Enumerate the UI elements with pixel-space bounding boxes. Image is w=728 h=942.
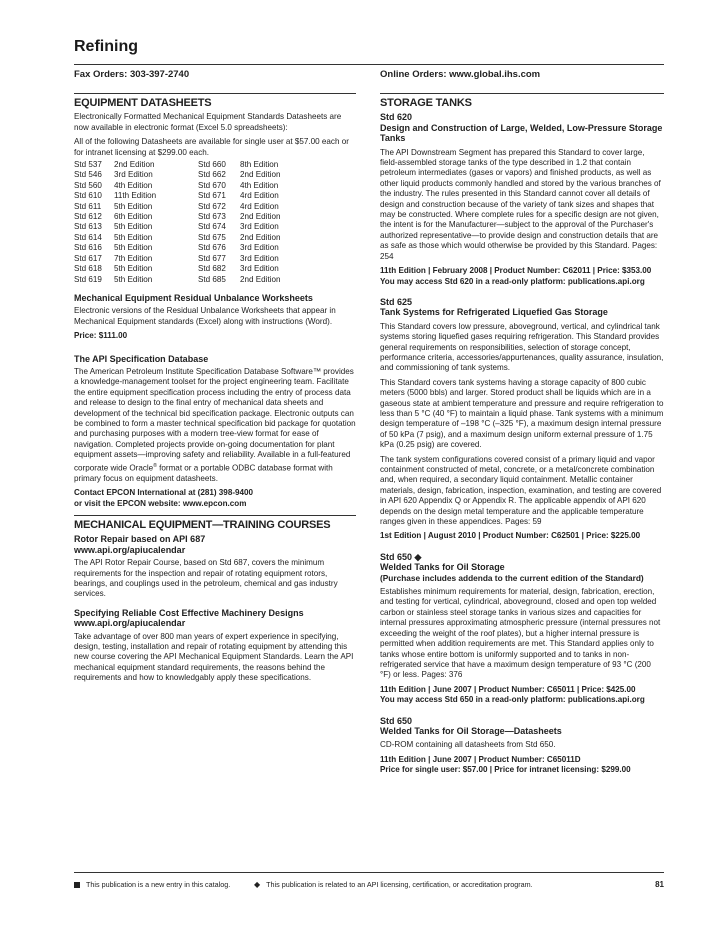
std620-number: Std 620 xyxy=(380,112,413,123)
std625-p2: This Standard covers tank systems having a storage capacity of 800 cubic meters (5000 bbls) and larger. Stored product shall be liquids which are in a gaseous state at ambient temperature and pressure and require refrigeration to less than 5 °C (40 °F) to maintain a liquid phase. Tank systems with a minimum design temperature of –198 °C (–325 °F), a maximum design internal pressure of 50 kPa (7 psig), and a maximum design uniform external pressure of 1.75 kPa (0.25 psig) are covered. xyxy=(380,377,664,450)
edition-cell: Std 677 xyxy=(198,253,226,263)
std650-body: Establishes minimum requirements for material, design, fabrication, erection, and testing for vertical, cylindrical, aboveground, closed and open top welded carbon or stainless steel storage tanks in various sizes and capacities for internal pressures approximating atmospheric pressure (internal pressures not exceeding the weight of the roof plates), but a higher internal pressure is permitted when addition requirements are met. This Standard applies only to tanks whose entire bottom is uniformly supported and to tanks in non-refrigerated service that have a maximum design temperature of 93 °C (200 °F) or less. Pages: 376 xyxy=(380,587,661,680)
page-number: 81 xyxy=(655,880,664,889)
edition-cell: 2nd Edition xyxy=(240,232,281,242)
std650-access: You may access Std 650 in a read-only platform: publications.api.org xyxy=(380,695,645,705)
edition-cell: Std 610 xyxy=(74,191,102,201)
edition-cell: 3rd Edition xyxy=(240,264,279,274)
footer-new-entry: This publication is a new entry in this catalog. xyxy=(74,880,230,889)
edition-cell: Std 675 xyxy=(198,232,226,242)
edition-row xyxy=(74,275,320,285)
edition-cell: 3rd Edition xyxy=(114,170,153,180)
edition-cell: 2nd Edition xyxy=(240,170,281,180)
std650d-meta: 11th Edition | June 2007 | Product Number: C65011D xyxy=(380,754,581,764)
page-title: Refining xyxy=(74,38,138,55)
std650d-body: CD-ROM containing all datasheets from Std 650. xyxy=(380,740,556,750)
page-footer xyxy=(74,880,664,894)
edition-cell: Std 612 xyxy=(74,212,102,222)
rotor-repair-title: Rotor Repair based on API 687 xyxy=(74,534,206,545)
edition-row xyxy=(74,254,320,264)
right-column xyxy=(380,93,664,776)
edition-cell: 11th Edition xyxy=(114,191,157,201)
spec-database-body: The American Petroleum Institute Specification Database Software™ provides a knowledge-management toolset for the project engineering team. Facilitate the entire equipment specification process including the entry of process data and release to design to the final entry of mechanical data sheets and development of the technical bid specification package. Electronic outputs can be combined to form a master technical specification bid package for quotation and purchasing purposes with a modern tree-view format for ease of navigation. Completed projects provide on-going documentation for plant equipment assets—improving safety and reliability. Available in a full-featured corporate wide Oracle® format or a portable ODBC database format with primary focus on equipment datasheets. xyxy=(74,366,356,483)
edition-cell: 5th Edition xyxy=(114,274,153,284)
edition-cell: Std 616 xyxy=(74,243,102,253)
edition-cell: Std 673 xyxy=(198,212,226,222)
edition-cell: 5th Edition xyxy=(114,222,153,232)
edition-cell: Std 546 xyxy=(74,170,102,180)
edition-cell: 3rd Edition xyxy=(240,222,279,232)
section-equipment-datasheets: EQUIPMENT DATASHEETS xyxy=(74,93,356,108)
edition-cell: 4rd Edition xyxy=(240,201,279,211)
edition-cell: Std 537 xyxy=(74,160,102,170)
edition-row xyxy=(74,233,320,243)
edition-cell: 5th Edition xyxy=(114,232,153,242)
edition-cell: Std 619 xyxy=(74,274,102,284)
epcon-website: or visit the EPCON website: www.epcon.com xyxy=(74,498,247,508)
edition-cell: 5th Edition xyxy=(114,201,153,211)
std620-title: Design and Construction of Large, Welded, Low-Pressure Storage Tanks xyxy=(380,122,663,144)
edition-row xyxy=(74,264,320,274)
edition-cell: 2nd Edition xyxy=(240,212,281,222)
edition-cell: Std 672 xyxy=(198,201,226,211)
left-column xyxy=(74,93,356,688)
order-info-bar xyxy=(74,64,664,87)
edition-row xyxy=(74,243,320,253)
edition-row xyxy=(74,170,320,180)
edition-cell: 7th Edition xyxy=(114,253,153,263)
std625-p3: The tank system configurations covered consist of a primary liquid and vapor containment constructed of metal, concrete, or a metal/concrete combination and, when required, a secondary liquid containment. Metallic container materials, design, fabrication, inspection, examination, and testing are covered in API 620 Appendix Q or Appendix R. The applicable appendix of API 620 depends on the design metal temperature and the applicable temperature ranges given in these appendices. Pages: 59 xyxy=(380,454,662,527)
std620-access: You may access Std 620 in a read-only platform: publications.api.org xyxy=(380,276,645,286)
residual-unbalance-title: Mechanical Equipment Residual Unbalance Worksheets xyxy=(74,292,313,303)
std650d-price: Price for single user: $57.00 | Price for intranet licensing: $299.00 xyxy=(380,765,631,775)
edition-row xyxy=(74,202,320,212)
edition-cell: 4th Edition xyxy=(240,180,279,190)
diamond-icon: ◆ xyxy=(254,880,261,889)
edition-cell: 3rd Edition xyxy=(240,253,279,263)
edition-cell: 5th Edition xyxy=(114,264,153,274)
std650-addenda-note: (Purchase includes addenda to the current edition of the Standard) xyxy=(380,572,644,583)
machinery-designs-title: Specifying Reliable Cost Effective Machinery Designs xyxy=(74,607,304,618)
edition-cell: 2nd Edition xyxy=(240,274,281,284)
std625-meta: 1st Edition | August 2010 | Product Number: C62501 | Price: $225.00 xyxy=(380,531,641,541)
edition-cell: 4th Edition xyxy=(114,180,153,190)
edition-cell: Std 670 xyxy=(198,180,226,190)
machinery-designs-body: Take advantage of over 800 man years of expert experience in specifying, design, testing, installation and repair of rotating equipment by attending this new course covering the API Mechanical Equipment Standards. Learn the API mechanical equipment standard requirements, the reasons behind the requirements and how to knowledgably apply these specifications. xyxy=(74,631,354,683)
edition-row xyxy=(74,212,320,222)
machinery-designs-url[interactable]: www.api.org/apiucalendar xyxy=(74,618,186,629)
rotor-repair-url[interactable]: www.api.org/apiucalendar xyxy=(74,544,186,555)
edition-cell: Std 682 xyxy=(198,264,226,274)
datasheets-intro: Electronically Formatted Mechanical Equipment Standards Datasheets are now available in electronic format (Excel 5.0 spreadsheets): xyxy=(74,112,342,132)
edition-cell: Std 660 xyxy=(198,160,226,170)
section-training-courses: MECHANICAL EQUIPMENT—TRAINING COURSES xyxy=(74,515,356,530)
editions-table xyxy=(74,160,320,285)
std625-p1: This Standard covers low pressure, aboveground, vertical, and cylindrical tank systems storing liquefied gases requiring refrigeration. This Standard provides general requirements on responsibilities, selection of storage concept, performance criteria, accessories/appurtenances, quality assurance, insulation, and commissioning of tank systems. xyxy=(380,321,664,373)
edition-cell: Std 662 xyxy=(198,170,226,180)
edition-cell: 4rd Edition xyxy=(240,191,279,201)
edition-cell: Std 617 xyxy=(74,253,102,263)
datasheets-pricing: All of the following Datasheets are available for single user at $57.00 each or for intranet licensing at $299.00 each. xyxy=(74,137,349,157)
edition-row xyxy=(74,191,320,201)
edition-cell: 6th Edition xyxy=(114,212,153,222)
edition-cell: Std 674 xyxy=(198,222,226,232)
residual-unbalance-price: Price: $111.00 xyxy=(74,331,128,341)
std650-meta: 11th Edition | June 2007 | Product Number: C65011 | Price: $425.00 xyxy=(380,684,636,694)
footer-rule xyxy=(74,872,664,873)
edition-row xyxy=(74,222,320,232)
edition-cell: Std 685 xyxy=(198,274,226,284)
section-storage-tanks: STORAGE TANKS xyxy=(380,93,664,108)
rotor-repair-body: The API Rotor Repair Course, based on Std 687, covers the minimum requirements for the inspection and repair of rotating equipment rotors, bearings, and couplings used in the petroleum, chemical and gas industry services. xyxy=(74,558,338,599)
spec-database-title: The API Specification Database xyxy=(74,353,209,364)
edition-cell: Std 611 xyxy=(74,201,102,211)
online-orders: Online Orders: www.global.ihs.com xyxy=(380,69,541,80)
edition-cell: 2nd Edition xyxy=(114,160,155,170)
std625-title: Tank Systems for Refrigerated Liquefied Gas Storage xyxy=(380,307,608,318)
edition-cell: Std 613 xyxy=(74,222,102,232)
std620-meta: 11th Edition | February 2008 | Product Number: C62011 | Price: $353.00 xyxy=(380,266,652,276)
edition-cell: 8th Edition xyxy=(240,160,279,170)
std620-body: The API Downstream Segment has prepared this Standard to cover large, field-assembled storage tanks of the type described in 1.2 that contain petroleum intermediates (gases or vapors) and finished products, as well as other liquid products commonly handled and stored by the various branches of the industry. The rules presented in this Standard cannot cover all details of design and construction because of the variety of tank sizes and shapes that may be constructed. Where complete rules for a specific design are not given, the intent is for the Manufacturer—subject to the approval of the Purchaser's authorized representative—to provide design and construction details that are as safe as those which would otherwise be provided by this Standard. Pages: 254 xyxy=(380,147,661,261)
edition-cell: Std 676 xyxy=(198,243,226,253)
edition-cell: 5th Edition xyxy=(114,243,153,253)
footer-related: ◆ This publication is related to an API licensing, certification, or accreditation program. xyxy=(254,880,533,889)
edition-row xyxy=(74,181,320,191)
residual-unbalance-body: Electronic versions of the Residual Unbalance Worksheets that appear in Mechanical Equipment standards (Excel) along with instructions (Word). xyxy=(74,306,336,326)
std650-title: Welded Tanks for Oil Storage xyxy=(380,562,505,573)
std650-number: Std 650 ◆ xyxy=(380,551,422,562)
edition-cell: Std 614 xyxy=(74,232,102,242)
fax-orders: Fax Orders: 303-397-2740 xyxy=(74,69,190,80)
edition-cell: Std 618 xyxy=(74,264,102,274)
std650d-number: Std 650 xyxy=(380,715,413,726)
edition-cell: 3rd Edition xyxy=(240,243,279,253)
std625-number: Std 625 xyxy=(380,296,413,307)
epcon-contact: Contact EPCON International at (281) 398-9400 xyxy=(74,488,254,498)
square-icon xyxy=(74,882,80,888)
catalog-page xyxy=(74,38,664,775)
std650d-title: Welded Tanks for Oil Storage—Datasheets xyxy=(380,725,562,736)
edition-cell: Std 560 xyxy=(74,180,102,190)
edition-cell: Std 671 xyxy=(198,191,226,201)
edition-row xyxy=(74,160,320,170)
